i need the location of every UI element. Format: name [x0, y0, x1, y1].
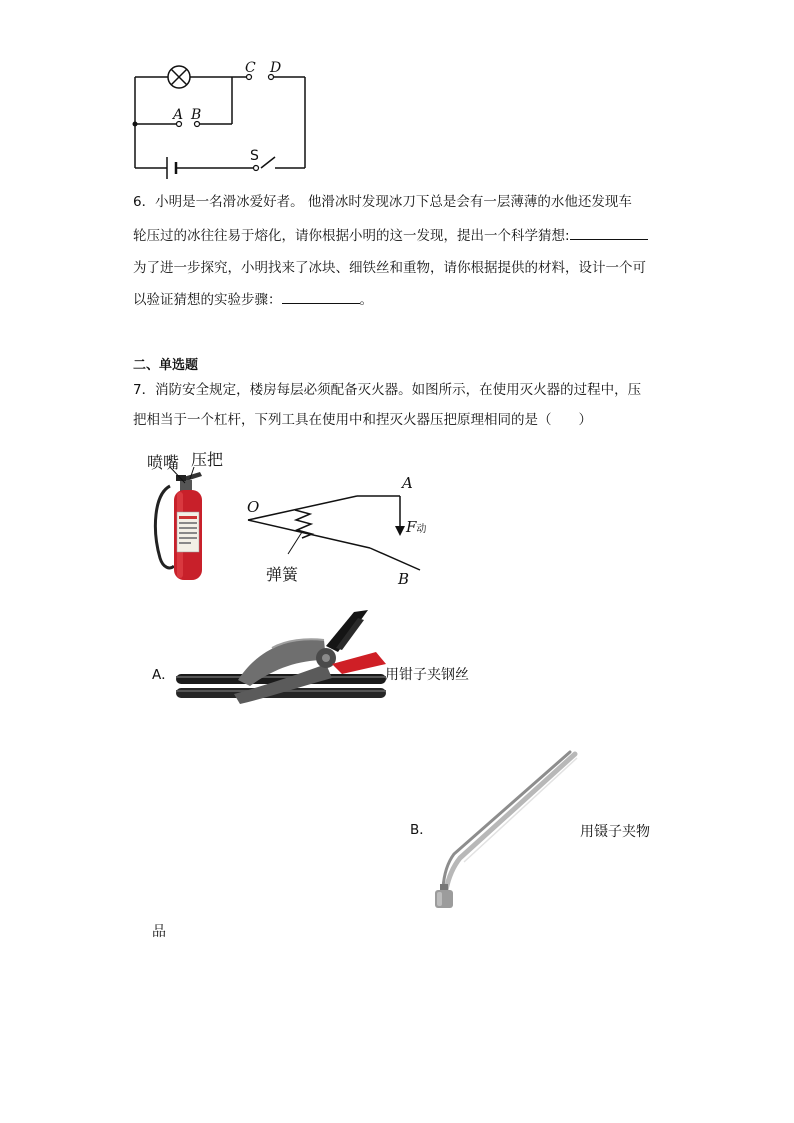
- nozzle-label: 喷嘴: [147, 453, 180, 472]
- option-b-text-wrap: 品: [152, 924, 166, 940]
- section-title: 二、单选题: [133, 358, 199, 373]
- answer-blank-hypothesis[interactable]: [570, 225, 648, 240]
- circuit-diagram: [125, 55, 325, 180]
- handle-label: 压把: [191, 450, 224, 469]
- tweezers-image: [430, 750, 580, 915]
- q6-line-1: 6．小明是一名滑冰爱好者。 他滑冰时发现冰刀下总是会有一层薄薄的水他还发现车: [133, 194, 632, 210]
- force-label: [406, 518, 426, 536]
- option-a-letter[interactable]: A．: [152, 667, 175, 683]
- circuit-label-c: C: [245, 60, 256, 76]
- answer-blank-procedure[interactable]: [282, 289, 360, 304]
- circuit-label-a: A: [173, 107, 184, 123]
- point-a: A: [402, 474, 413, 492]
- q6-line-2: [133, 225, 648, 246]
- force-symbol: F: [406, 518, 417, 536]
- q6-line-4-text: 以验证猜想的实验步骤：: [133, 292, 282, 308]
- fire-extinguisher-image: [150, 470, 215, 585]
- q6-line-4: [133, 289, 373, 310]
- label-pointers: [160, 465, 200, 487]
- option-b-letter[interactable]: B．: [410, 822, 433, 838]
- spring-label: 弹簧: [266, 565, 299, 584]
- q6-line-4-end: 。: [359, 292, 373, 308]
- pliers-image: [176, 608, 386, 713]
- option-b-text: 用镊子夹物: [580, 824, 650, 840]
- circuit-label-b: B: [191, 107, 202, 123]
- q7-line-2: 把相当于一个杠杆，下列工具在使用中和捏灭火器压把原理相同的是（ ）: [133, 412, 592, 428]
- point-b: B: [398, 570, 410, 588]
- force-subscript: 动: [416, 524, 427, 535]
- circuit-label-s: S: [250, 148, 259, 164]
- q6-line-3: 为了进一步探究，小明找来了冰块、细铁丝和重物，请你根据提供的材料，设计一个可: [133, 260, 646, 276]
- option-a-text: 用钳子夹钢丝: [385, 667, 469, 683]
- q7-line-1: 7．消防安全规定，楼房每层必须配备灭火器。如图所示，在使用灭火器的过程中，压: [133, 382, 642, 398]
- q6-line-2-text: 轮压过的冰往往易于熔化，请你根据小明的这一发现，提出一个科学猜想:: [133, 228, 570, 244]
- circuit-label-d: D: [270, 60, 282, 76]
- point-o: O: [247, 498, 260, 516]
